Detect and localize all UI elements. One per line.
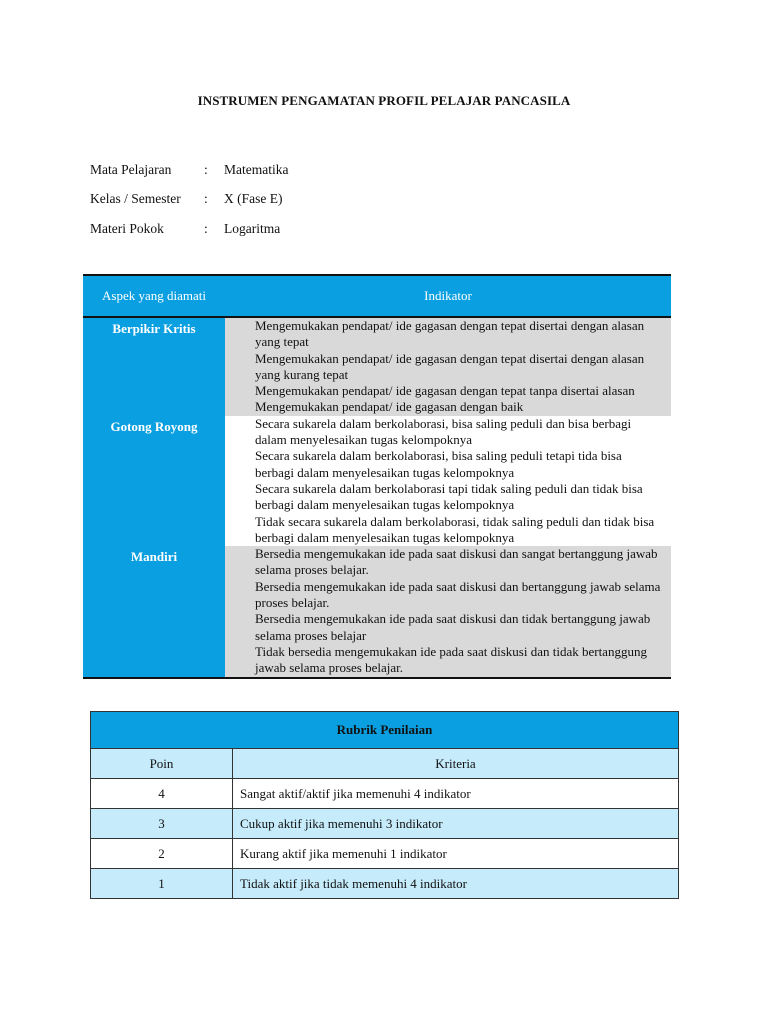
kriteria-cell: Cukup aktif jika memenuhi 3 indikator: [233, 809, 679, 839]
indicator-list: [225, 318, 671, 416]
rubric-title: Rubrik Penilaian: [91, 712, 679, 749]
aspect-row-berpikir-kritis: [83, 318, 671, 416]
indicator-item: Mengemukakan pendapat/ ide gagasan dengan baik: [255, 399, 524, 415]
indicator-item: Bersedia mengemukakan ide pada saat diskusi dan sangat bertanggung jawab selama proses belajar.: [255, 546, 658, 578]
indicator-item: Tidak secara sukarela dalam berkolaborasi, tidak saling peduli dan tidak bisa berbagi dalam menyelesaikan tugas kelompoknya: [255, 513, 655, 545]
meta-value: Matematika: [224, 161, 289, 177]
rubric-table: [90, 711, 679, 899]
rubric-header-row: [91, 749, 679, 779]
poin-cell: 4: [91, 779, 233, 809]
indicator-list: [225, 416, 671, 546]
table-bottom-rule: [83, 677, 671, 679]
indicator-list: [225, 546, 671, 676]
indicator-item: Secara sukarela dalam berkolaborasi, bisa saling peduli dan bisa berbagi dalam menyelesaikan tugas kelompoknya: [255, 415, 632, 448]
meta-value: X (Fase E): [224, 191, 283, 207]
meta-row-class: [90, 185, 288, 215]
meta-colon: :: [204, 191, 208, 207]
indicator-item: Mengemukakan pendapat/ ide gagasan dengan tepat disertai dengan alasan yang kurang tepat: [255, 350, 645, 382]
poin-cell: 3: [91, 809, 233, 839]
aspect-label: Mandiri: [83, 546, 225, 676]
poin-cell: 1: [91, 869, 233, 899]
meta-colon: :: [204, 161, 208, 177]
document-title: INSTRUMEN PENGAMATAN PROFIL PELAJAR PANCASILA: [197, 93, 571, 108]
indicator-item: Bersedia mengemukakan ide pada saat diskusi dan bertanggung jawab selama proses belajar.: [255, 578, 661, 611]
meta-colon: :: [204, 220, 208, 236]
subject-info: [90, 155, 288, 244]
aspect-row-gotong-royong: [83, 416, 671, 546]
meta-row-topic: [90, 214, 288, 244]
meta-label: Materi Pokok: [90, 220, 164, 236]
table-row: [91, 869, 679, 899]
table-row: [91, 779, 679, 809]
indicator-item: Secara sukarela dalam berkolaborasi tapi tidak saling peduli dan tidak bisa berbagi dalam menyelesaikan tugas kelompoknya: [255, 480, 643, 513]
column-header-kriteria: Kriteria: [233, 749, 679, 779]
meta-label: Kelas / Semester: [90, 191, 181, 207]
table-row: [91, 809, 679, 839]
aspect-label: Berpikir Kritis: [83, 318, 225, 416]
observation-table-header: [83, 274, 671, 316]
indicator-item: Secara sukarela dalam berkolaborasi, bisa saling peduli tetapi tida bisa berbagi dalam menyelesaikan tugas kelompoknya: [255, 448, 622, 480]
aspect-label: Gotong Royong: [83, 416, 225, 546]
poin-cell: 2: [91, 839, 233, 869]
rubric-title-row: [91, 712, 679, 749]
meta-label: Mata Pelajaran: [90, 161, 172, 177]
meta-row-subject: [90, 155, 288, 185]
kriteria-cell: Tidak aktif jika tidak memenuhi 4 indikator: [233, 869, 679, 899]
indicator-item: Mengemukakan pendapat/ ide gagasan dengan tepat tanpa disertai alasan: [255, 383, 635, 399]
indicator-item: Bersedia mengemukakan ide pada saat diskusi dan tidak bertanggung jawab selama proses belajar: [255, 611, 651, 643]
column-header-aspect: Aspek yang diamati: [102, 288, 206, 303]
indicator-item: Tidak bersedia mengemukakan ide pada saat diskusi dan tidak bertanggung jawab selama proses belajar.: [255, 643, 647, 676]
observation-table: [83, 274, 671, 679]
aspect-row-mandiri: [83, 546, 671, 676]
indicator-item: Mengemukakan pendapat/ ide gagasan dengan tepat disertai dengan alasan yang tepat: [255, 318, 645, 350]
table-row: [91, 839, 679, 869]
column-header-poin: Poin: [91, 749, 233, 779]
meta-value: Logaritma: [224, 220, 281, 236]
column-header-indicator: Indikator: [424, 288, 472, 303]
kriteria-cell: Kurang aktif jika memenuhi 1 indikator: [233, 839, 679, 869]
kriteria-cell: Sangat aktif/aktif jika memenuhi 4 indikator: [233, 779, 679, 809]
